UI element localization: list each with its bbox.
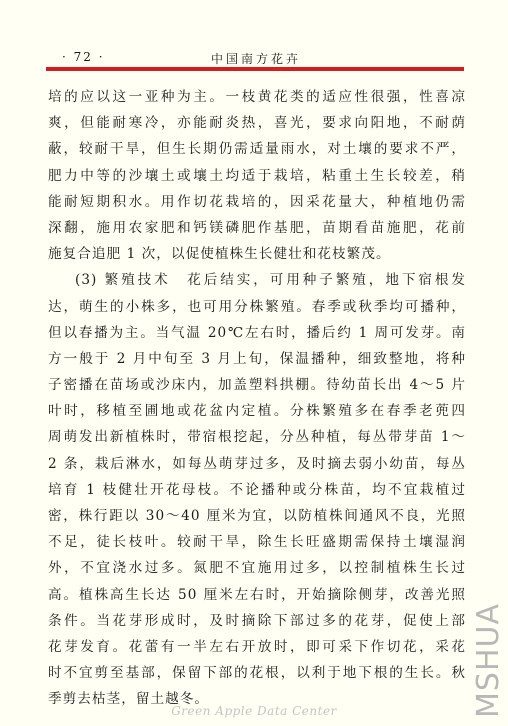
section-heading-line: (3) 繁殖技术 花后结实，可用种子繁殖，地下宿根发 xyxy=(75,272,466,289)
page-header xyxy=(48,50,464,68)
text-line: 培的应以这一亚种为主。一枝黄花类的适应性很强，性喜凉 xyxy=(48,89,466,105)
side-watermark xyxy=(470,602,506,718)
text-line: 时不宜剪至基部，保留下部的花根，以利于地下根的生长。秋 xyxy=(48,665,466,682)
bottom-watermark: Green Apple Data Center xyxy=(171,704,337,718)
text-line: 蔽，较耐干旱，但生长期仍需适量雨水，对土壤的要求不严， xyxy=(48,141,466,158)
text-line: 但以春播为主。当气温 20℃左右时，播后约 1 周可发芽。南 xyxy=(48,324,466,341)
text-line: 培育 1 枝健壮开花母枝。不论播种或分株苗，均不宜栽植过 xyxy=(48,481,466,498)
header-rule xyxy=(46,67,464,71)
side-watermark-text: MSHUA xyxy=(470,602,506,718)
text-line: 爽，但能耐寒冷，亦能耐炎热，喜光，要求向阳地，不耐荫 xyxy=(48,115,466,132)
text-line: 能耐短期积水。用作切花栽培的，因采花量大，种植地仍需 xyxy=(48,193,466,210)
running-title: 中国南方花卉 xyxy=(210,52,301,66)
body-text xyxy=(48,84,466,713)
text-line: 方一般于 2 月中旬至 3 月上旬，保温播种，细致整地，将种 xyxy=(48,350,466,367)
text-line: 条件。当花芽形成时，及时摘除下部过多的花芽，促使上部 xyxy=(48,612,466,629)
text-line: 叶时，移植至圃地或花盆内定植。分株繁殖多在春季老蔸四 xyxy=(48,403,466,420)
text-line: 2 条，栽后淋水，如每丛萌芽过多，及时摘去弱小幼苗，每丛 xyxy=(48,455,466,472)
page-number: · 72 · xyxy=(62,50,105,64)
text-line: 不足，徒长枝叶。较耐干旱，除生长旺盛期需保持土壤湿润 xyxy=(48,534,466,551)
text-line: 季剪去枯茎，留土越冬。 xyxy=(48,691,210,708)
text-line: 外，不宜浇水过多。氮肥不宜施用过多，以控制植株生长过 xyxy=(48,560,466,577)
text-line: 子密播在苗场或沙床内，加盖塑料拱棚。待幼苗长出 4～5 片 xyxy=(48,377,466,394)
text-line: 施复合追肥 1 次，以促使植株生长健壮和花枝繁茂。 xyxy=(48,246,391,263)
text-line: 密，株行距以 30～40 厘米为宜，以防植株间通风不良，光照 xyxy=(48,508,466,524)
text-line: 达，萌生的小株多，也可用分株繁殖。春季或秋季均可播种， xyxy=(48,298,466,315)
text-line: 肥力中等的沙壤土或壤土均适于栽培，粘重土生长较差，稍 xyxy=(48,167,466,184)
text-line: 花芽发育。花蕾有一半左右开放时，即可采下作切花，采花 xyxy=(48,638,466,655)
text-line: 高。植株高生长达 50 厘米左右时，开始摘除侧芽，改善光照 xyxy=(48,586,466,603)
text-line: 周萌发出新植株时，带宿根挖起，分丛种植，每丛带芽苗 1～ xyxy=(48,429,466,446)
text-line: 深翻，施用农家肥和钙镁磷肥作基肥，苗期看苗施肥，花前 xyxy=(48,219,466,236)
